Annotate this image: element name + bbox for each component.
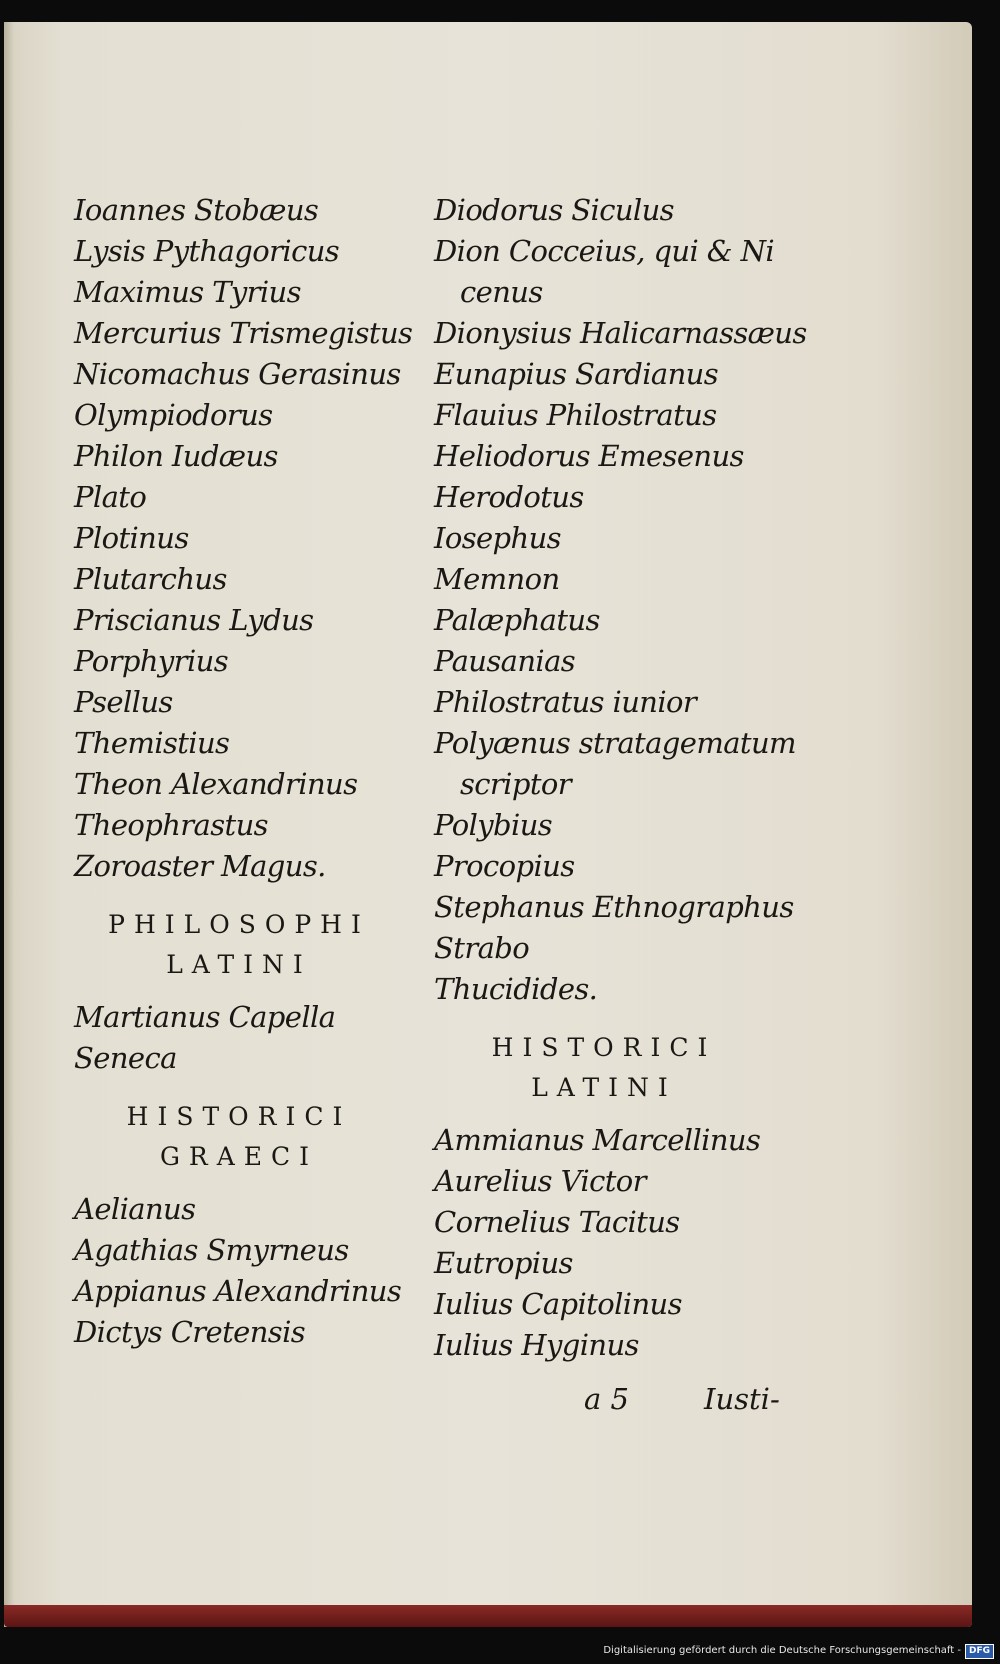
author-entry: Plotinus (74, 521, 189, 555)
author-entry: Dictys Cretensis (74, 1315, 306, 1349)
author-entry: Ammianus Marcellinus (434, 1123, 761, 1157)
author-entry-continuation: cenus (460, 275, 543, 309)
author-entry: Aelianus (74, 1192, 196, 1226)
author-entry: Lysis Pythagoricus (74, 234, 340, 268)
right-column (434, 190, 807, 1366)
author-entry: Palæphatus (434, 603, 600, 637)
author-entry: Polyænus stratagematum (434, 726, 796, 760)
left-entries-a (74, 190, 413, 887)
digitization-credit (603, 1638, 994, 1664)
author-entry: Nicomachus Gerasinus (74, 357, 401, 391)
author-entry: Herodotus (434, 480, 584, 514)
author-entry: Seneca (74, 1041, 177, 1075)
author-entry: Maximus Tyrius (74, 275, 301, 309)
author-entry: Strabo (434, 931, 530, 965)
author-entry: Mercurius Trismegistus (74, 316, 413, 350)
author-entry: Flauius Philostratus (434, 398, 717, 432)
author-entry-continuation: scriptor (460, 767, 572, 801)
author-entry: Aurelius Victor (434, 1164, 646, 1198)
author-entry: Zoroaster Magus. (74, 849, 326, 883)
left-entries-b (74, 997, 404, 1079)
author-entry: Theophrastus (74, 808, 268, 842)
author-entry: Plato (74, 480, 147, 514)
left-column (74, 190, 413, 1353)
author-entry: Dionysius Halicarnassæus (434, 316, 807, 350)
section-heading-line: LATINI (166, 950, 312, 979)
section-heading-line: GRAECI (159, 1142, 319, 1171)
section-heading-line: LATINI (531, 1073, 677, 1102)
author-entry: Appianus Alexandrinus (74, 1274, 402, 1308)
section-heading-line: PHILOSOPHI (108, 910, 370, 939)
section-heading-historici-graeci (74, 1097, 404, 1177)
page-red-edge (4, 1605, 972, 1627)
section-heading-line: HISTORICI (126, 1102, 352, 1131)
right-entries-a (434, 190, 807, 1010)
author-entry: Iulius Capitolinus (434, 1287, 682, 1321)
author-entry: Thucidides. (434, 972, 598, 1006)
author-entry: Cornelius Tacitus (434, 1205, 680, 1239)
page-gutter-shadow (4, 22, 14, 1627)
author-entry: Porphyrius (74, 644, 228, 678)
author-entry: Heliodorus Emesenus (434, 439, 744, 473)
author-entry: Philostratus iunior (434, 685, 697, 719)
section-heading-historici-latini (434, 1028, 774, 1108)
author-entry: Iosephus (434, 521, 561, 555)
author-entry: Eunapius Sardianus (434, 357, 719, 391)
right-entries-b (434, 1120, 774, 1366)
author-entry: Eutropius (434, 1246, 573, 1280)
author-entry: Olympiodorus (74, 398, 273, 432)
dfg-logo: DFG (965, 1644, 994, 1659)
author-entry: Polybius (434, 808, 553, 842)
catchword: Iusti- (704, 1382, 780, 1416)
author-entry: Memnon (434, 562, 560, 596)
book-page (4, 22, 972, 1627)
author-entry: Priscianus Lydus (74, 603, 314, 637)
author-entry: Pausanias (434, 644, 576, 678)
author-entry: Stephanus Ethnographus (434, 890, 794, 924)
left-entries-c (74, 1189, 404, 1353)
author-entry: Dion Cocceius, qui & Ni (434, 234, 775, 268)
author-entry: Iulius Hyginus (434, 1328, 639, 1362)
author-entry: Theon Alexandrinus (74, 767, 358, 801)
section-heading-line: HISTORICI (491, 1033, 717, 1062)
author-entry: Plutarchus (74, 562, 227, 596)
author-entry: Procopius (434, 849, 575, 883)
signature-mark: a 5 (584, 1382, 629, 1416)
author-entry: Psellus (74, 685, 173, 719)
author-entry: Philon Iudæus (74, 439, 278, 473)
author-entry: Agathias Smyrneus (74, 1233, 349, 1267)
author-entry: Ioannes Stobæus (74, 193, 319, 227)
author-entry: Martianus Capella (74, 1000, 336, 1034)
credit-text: Digitalisierung gefördert durch die Deutsche Forschungsgemeinschaft - (603, 1645, 961, 1656)
author-entry: Themistius (74, 726, 230, 760)
author-entry: Diodorus Siculus (434, 193, 674, 227)
section-heading-philosophi-latini (74, 905, 404, 985)
